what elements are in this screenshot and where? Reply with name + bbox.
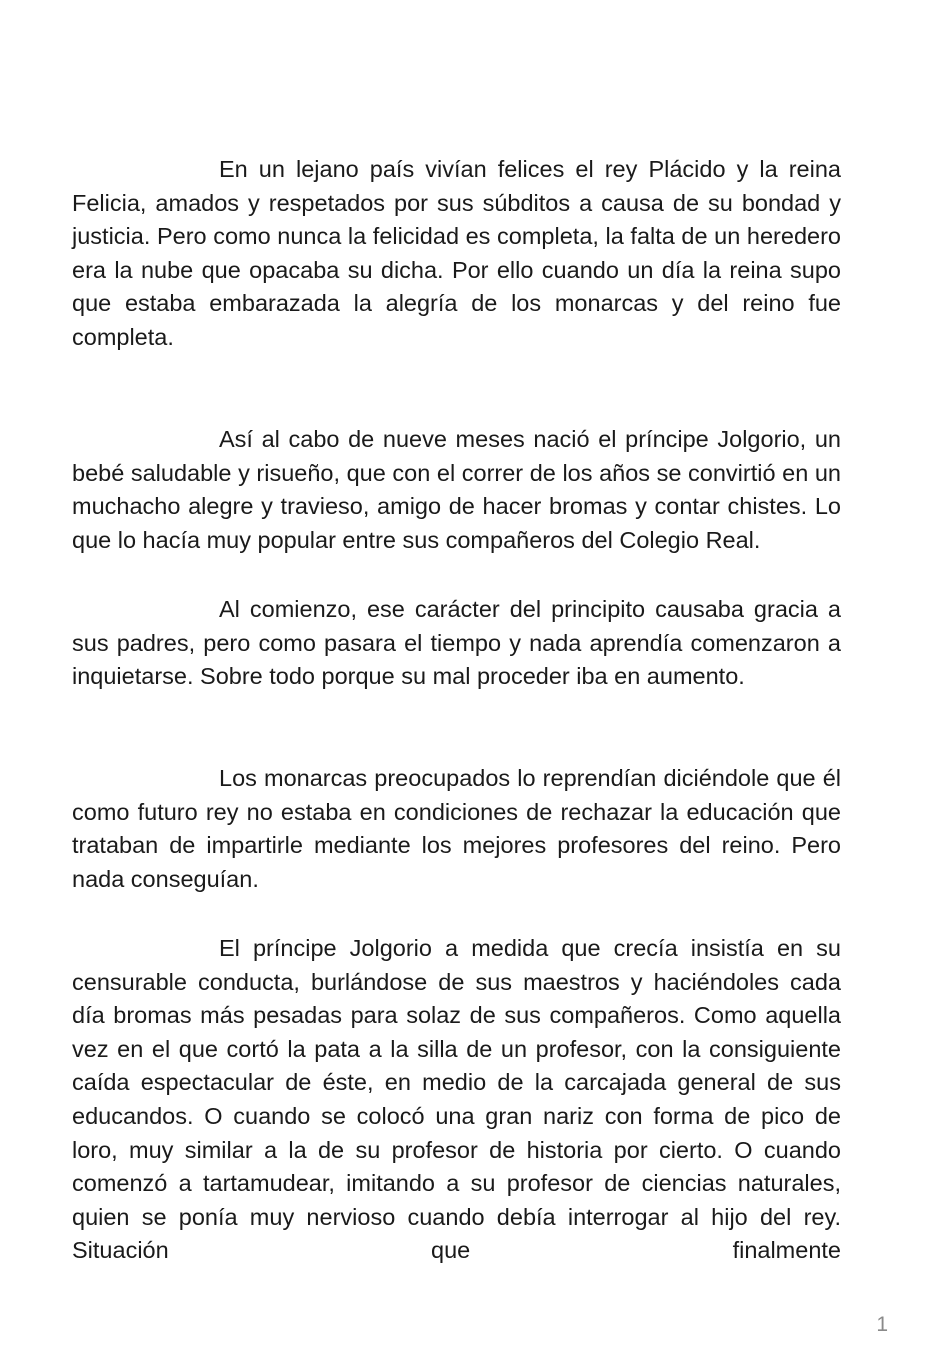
paragraph-2 [72, 423, 841, 557]
paragraph-1 [72, 153, 841, 355]
paragraph-1-text: En un lejano país vivían felices el rey Plácido y la reina Felicia, amados y respetados por sus súbditos a causa de su bondad y justicia. Pero como nunca la felicidad es completa, la falta de un heredero era la nube que opacaba su dicha. Por ello cuando un día la reina supo que estaba embarazada la alegría de los monarcas y del reino fue completa. [72, 156, 841, 350]
paragraph-5-text: El príncipe Jolgorio a medida que crecía insistía en su censurable conducta, burlándose de sus maestros y haciéndoles cada día bromas más pesadas para solaz de sus compañeros. Como aquella vez en el que cortó la pata a la silla de un profesor, con la consiguiente caída espectacular de éste, en medio de la carcajada general de sus educandos. O cuando se colocó una gran nariz con forma de pico de loro, muy similar a la de su profesor de historia por cierto. O cuando comenzó a tartamudear, imitando a su profesor de ciencias naturales, quien se ponía muy nervioso cuando debía interrogar al hijo del rey. Situación que finalmente [72, 935, 841, 1264]
paragraph-5 [72, 932, 841, 1268]
page-number: 1 [876, 1313, 888, 1336]
paragraph-3-text: Al comienzo, ese carácter del principito causaba gracia a sus padres, pero como pasara el tiempo y nada aprendía comenzaron a inquietarse. Sobre todo porque su mal proceder iba en aumento. [72, 596, 841, 690]
paragraph-4 [72, 762, 841, 896]
paragraph-3 [72, 593, 841, 694]
paragraph-2-text: Así al cabo de nueve meses nació el príncipe Jolgorio, un bebé saludable y risueño, que con el correr de los años se convirtió en un muchacho alegre y travieso, amigo de hacer bromas y contar chistes. Lo que lo hacía muy popular entre sus compañeros del Colegio Real. [72, 426, 841, 553]
paragraph-4-text: Los monarcas preocupados lo reprendían diciéndole que él como futuro rey no estaba en condiciones de rechazar la educación que trataban de impartirle mediante los mejores profesores del reino. Pero nada conseguían. [72, 765, 841, 892]
